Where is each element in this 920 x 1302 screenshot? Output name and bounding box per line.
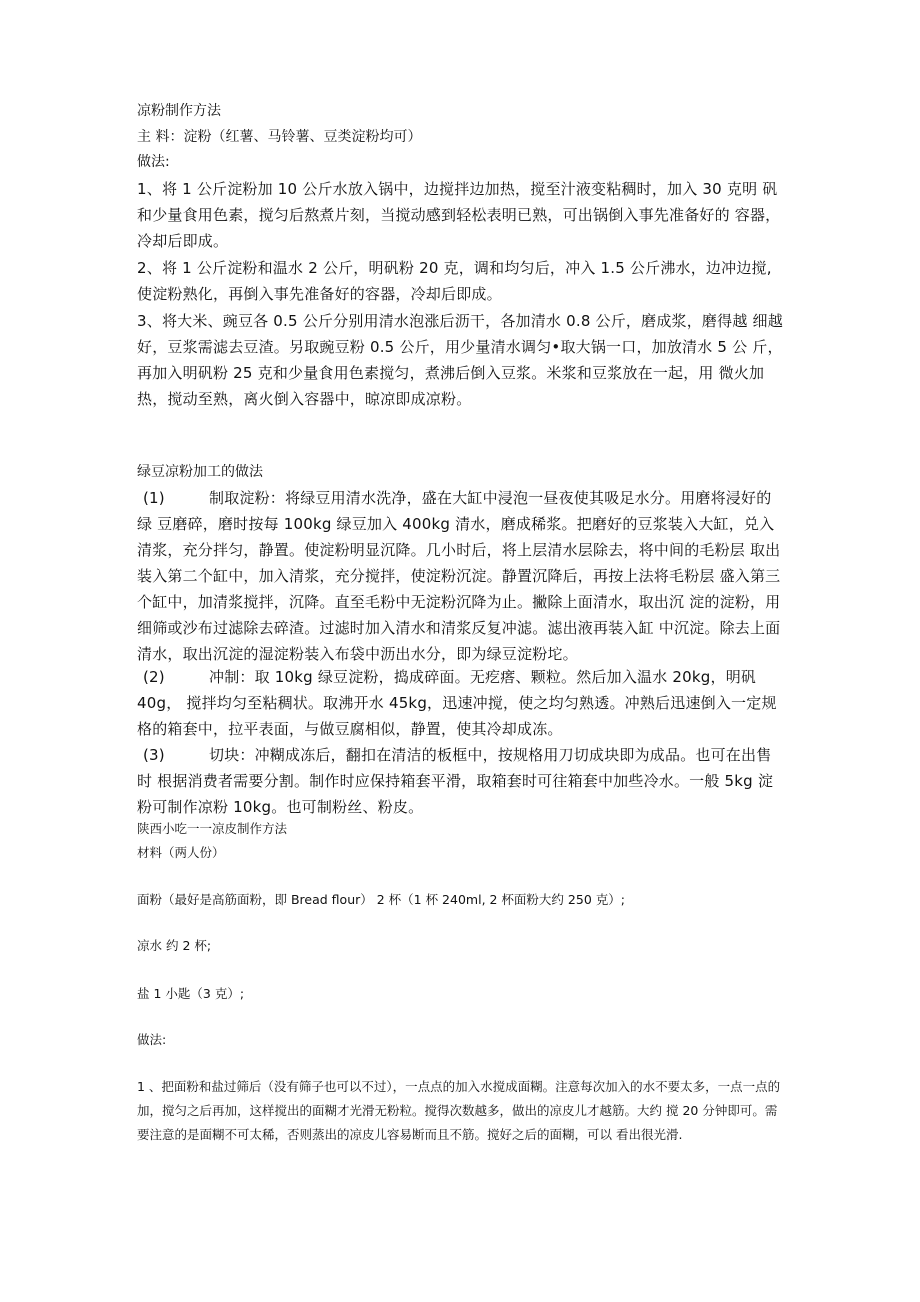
- ingredient-flour: 面粉（最好是高筋面粉，即 Bread flour） 2 杯（1 杯 240ml, 2 杯面粉大约 250 克）;: [137, 892, 625, 907]
- liangfen-step-3: 3、将大米、豌豆各 0.5 公斤分别用清水泡涨后沥干，各加清水 0.8 公斤，磨成浆，磨得越 细越好，豆浆需滤去豆渣。另取豌豆粉 0.5 公斤，用少量清水调匀•取大锅一口，加放清水 5 公 斤，再加入明矾粉 25 克和少量食用色素搅匀，煮沸后倒入豆浆。米浆和豆浆放在一起，用 微火加热，搅动至熟，离火倒入容器中，晾凉即成凉粉。: [137, 312, 783, 408]
- liangfen-step-2: 2、将 1 公斤淀粉和温水 2 公斤，明矾粉 20 克，调和均匀后，冲入 1.5 公斤沸水，边冲边搅, 使淀粉熟化，再倒入事先准备好的容器，冷却后即成。: [137, 259, 772, 303]
- mung-bean-step-3: [137, 742, 785, 820]
- step-number: (1): [143, 489, 165, 507]
- step-number: (2): [143, 668, 165, 686]
- ingredient-salt: 盐 1 小匙（3 克）;: [137, 986, 245, 1001]
- step-text: 切块：冲糊成冻后，翻扣在清洁的板框中，按规格用刀切成块即为成品。也可在出售时 根据消费者需要分割。制作时应保持箱套平滑，取箱套时可往箱套中加些冷水。一般 5kg 淀粉可制作凉粉 10kg。也可制粉丝、粉皮。: [137, 746, 774, 816]
- recipe-title-liangpi: 陕西小吃一一凉皮制作方法: [137, 821, 288, 836]
- method-label: 做法:: [137, 154, 170, 170]
- method-label-liangpi: 做法:: [137, 1032, 167, 1047]
- ingredient-water: 凉水 约 2 杯;: [137, 938, 212, 953]
- recipe-title-mung-bean: 绿豆凉粉加工的做法: [137, 464, 263, 480]
- main-ingredient: 主 料：淀粉（红薯、马铃薯、豆类淀粉均可）: [137, 129, 422, 145]
- servings: 材料（两人份）: [137, 845, 225, 860]
- mung-bean-step-2: [137, 664, 785, 742]
- liangfen-step-1: 1、将 1 公斤淀粉加 10 公斤水放入锅中，边搅拌边加热，搅至汁液变粘稠时，加入 30 克明 矾和少量食用色素，搅匀后熬煮片刻，当搅动感到轻松表明已熟，可出锅倒入事先准备好的 容器，冷却后即成。: [137, 180, 781, 250]
- liangpi-step-1: 1 、把面粉和盐过筛后（没有筛子也可以不过），一点点的加入水搅成面糊。注意每次加入的水不要太多，一点一点的加，搅匀之后再加，这样搅出的面糊才光滑无粉粒。搅得次数越多，做出的凉皮儿才越筋。大约 搅 20 分钟即可。需要注意的是面糊不可太稀，否则蒸出的凉皮儿容易断而且不筋。搅好之后的面糊，可以 看出很光滑.: [137, 1079, 781, 1142]
- recipe-title-liangfen: 凉粉制作方法: [137, 103, 221, 119]
- step-text: 制取淀粉：将绿豆用清水洗净，盛在大缸中浸泡一昼夜使其吸足水分。用磨将浸好的绿 豆磨碎，磨时按每 100kg 绿豆加入 400kg 清水，磨成稀浆。把磨好的豆浆装入大缸，兑入清浆，充分拌匀，静置。使淀粉明显沉降。几小时后，将上层清水层除去，将中间的毛粉层 取出装入第二个缸中，加入清浆，充分搅拌，使淀粉沉淀。静置沉降后，再按上法将毛粉层 盛入第三个缸中，加清浆搅拌，沉降。直至毛粉中无淀粉沉降为止。撇除上面清水，取出沉 淀的淀粉，用细筛或沙布过滤除去碎渣。过滤时加入清水和清浆反复冲滤。滤出液再装入缸 中沉淀。除去上面清水，取出沉淀的湿淀粉装入布袋中沥出水分，即为绿豆淀粉坨。: [137, 489, 781, 663]
- step-text: 冲制：取 10kg 绿豆淀粉，捣成碎面。无疙瘩、颗粒。然后加入温水 20kg，明矾 40g， 搅拌均匀至粘稠状。取沸开水 45kg，迅速冲搅，使之均匀熟透。冲熟后迅速倒入一定规格的箱套中，拉平表面，与做豆腐相似，静置，使其冷却成冻。: [137, 668, 777, 738]
- mung-bean-step-1: [137, 485, 785, 667]
- step-number: (3): [143, 746, 165, 764]
